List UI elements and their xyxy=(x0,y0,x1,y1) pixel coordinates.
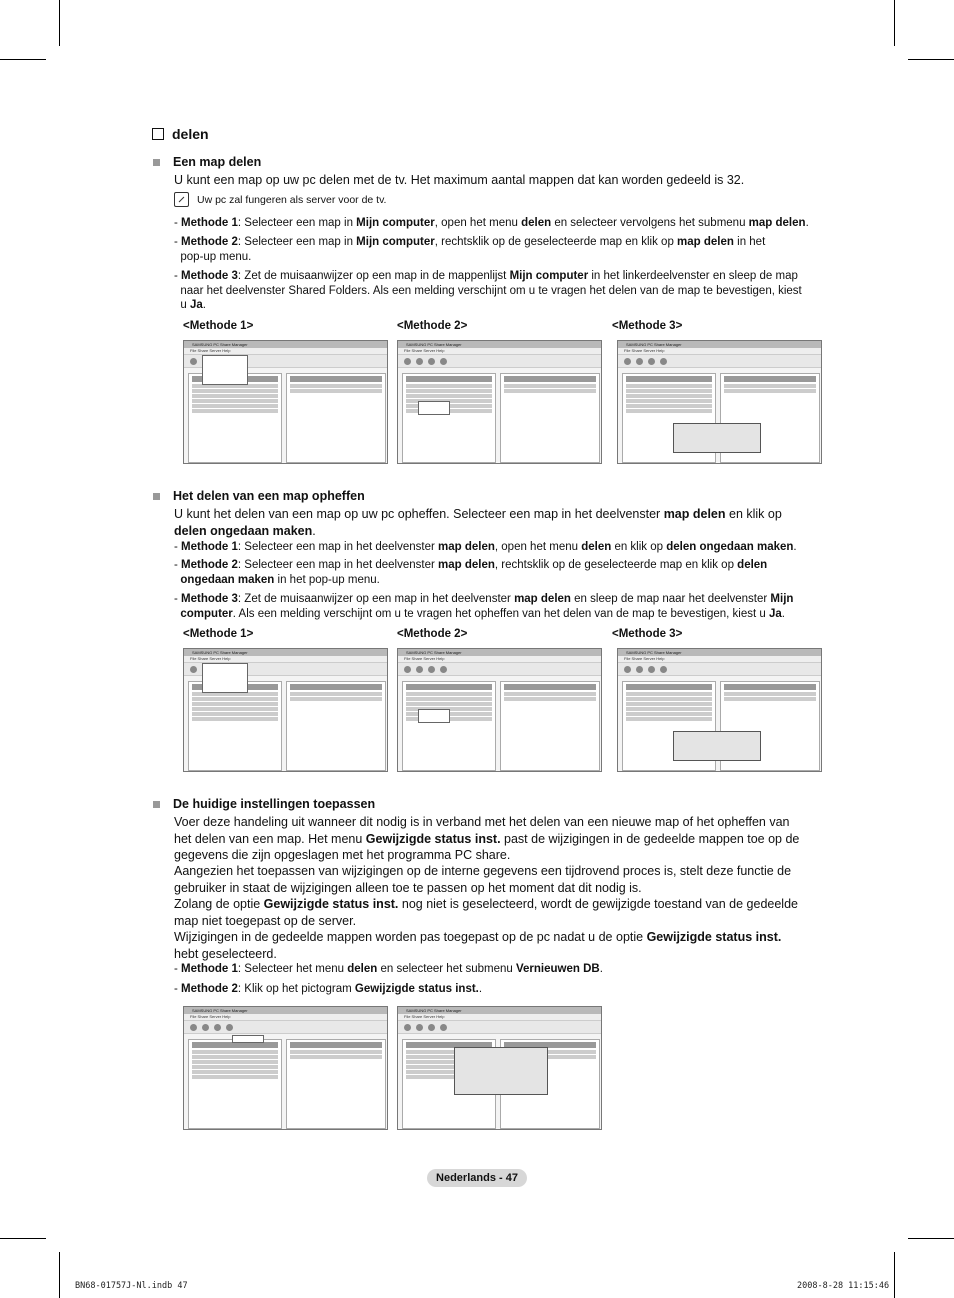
window-toolbar xyxy=(184,1021,387,1034)
section2-header xyxy=(153,489,365,503)
screenshot-thumbnail xyxy=(397,340,602,464)
window-menubar: File Share Server Help xyxy=(184,656,387,663)
section2-intro: U kunt het delen van een map op uw pc opheffen. Selecteer een map in het deelvenster map delen en klik op delen ongedaan maken. xyxy=(174,507,782,538)
s1-label-2: <Methode 2> xyxy=(397,320,468,332)
crop-mark xyxy=(59,0,60,46)
s1-label-3: <Methode 3> xyxy=(612,320,683,332)
window-title: SAMSUNG PC Share Manager xyxy=(398,341,601,348)
window-menubar: File Share Server Help xyxy=(398,656,601,663)
window-menubar: File Share Server Help xyxy=(618,656,821,663)
note xyxy=(174,192,386,207)
crop-mark xyxy=(908,1238,954,1239)
bullet-icon xyxy=(153,801,160,808)
my-computer-pane xyxy=(188,1039,282,1129)
s1-method-1: - Methode 1: Selecteer een map in Mijn computer, open het menu delen en selecteer vervolgens het submenu map delen. xyxy=(174,217,809,229)
window-toolbar xyxy=(618,355,821,368)
checkbox-icon xyxy=(152,128,164,140)
window-menubar: File Share Server Help xyxy=(398,1014,601,1021)
screenshot-thumbnail xyxy=(183,1006,388,1130)
section2-title: Het delen van een map opheffen xyxy=(173,489,365,503)
window-menubar: File Share Server Help xyxy=(184,1014,387,1021)
window-menubar: File Share Server Help xyxy=(184,348,387,355)
shared-folder-pane xyxy=(500,373,600,463)
window-title: SAMSUNG PC Share Manager xyxy=(184,341,387,348)
my-computer-pane xyxy=(402,373,496,463)
screenshot-thumbnail xyxy=(183,340,388,464)
s2-method-1: - Methode 1: Selecteer een map in het deelvenster map delen, open het menu delen en klik op delen ongedaan maken. xyxy=(174,541,797,553)
shared-folder-pane xyxy=(500,681,600,771)
section1-header xyxy=(153,155,261,169)
footer-date: 2008-8-28 11:15:46 xyxy=(797,1281,890,1291)
s3-method-1: - Methode 1: Selecteer het menu delen en selecteer het submenu Vernieuwen DB. xyxy=(174,963,603,975)
crop-mark xyxy=(59,1252,60,1298)
screenshot-thumbnail xyxy=(617,340,822,464)
window-title: SAMSUNG PC Share Manager xyxy=(398,649,601,656)
screenshot-thumbnail xyxy=(397,648,602,772)
shared-folder-pane xyxy=(286,681,386,771)
my-computer-pane xyxy=(188,373,282,463)
screenshot-thumbnail xyxy=(617,648,822,772)
bullet-icon xyxy=(153,493,160,500)
s2-label-1: <Methode 1> xyxy=(183,628,254,640)
shared-folder-pane xyxy=(286,1039,386,1129)
s1-label-1: <Methode 1> xyxy=(183,320,254,332)
crop-mark xyxy=(0,59,46,60)
window-menubar: File Share Server Help xyxy=(618,348,821,355)
window-toolbar xyxy=(398,663,601,676)
window-toolbar xyxy=(618,663,821,676)
window-menubar: File Share Server Help xyxy=(398,348,601,355)
s1-method-3: - Methode 3: Zet de muisaanwijzer op een map in de mappenlijst Mijn computer in het linkerdeelvenster en sleep de map naar het deelvenster Shared Folders. Als een melding verschijnt om u te vragen het delen van de map te bevestigen, kiest u Ja. xyxy=(174,270,802,311)
screenshot-thumbnail xyxy=(183,648,388,772)
footer-file: BN68-01757J-Nl.indb 47 xyxy=(75,1281,188,1291)
window-title: SAMSUNG PC Share Manager xyxy=(184,649,387,656)
note-icon xyxy=(174,192,189,207)
crop-mark xyxy=(894,1252,895,1298)
window-toolbar xyxy=(398,1021,601,1034)
shared-folder-pane xyxy=(286,373,386,463)
section3-p1: Voer deze handeling uit wanneer dit nodig is in verband met het delen van een nieuwe map of het opheffen van het delen van een map. Het menu Gewijzigde status inst. past de wijzigingen in de gedeelde mappen toe op de gegevens die zijn opgeslagen met het programma PC share. xyxy=(174,815,800,862)
my-computer-pane xyxy=(188,681,282,771)
crop-mark xyxy=(0,1238,46,1239)
section1-intro: U kunt een map op uw pc delen met de tv. Het maximum aantal mappen dat kan worden gedeeld is 32. xyxy=(174,173,745,187)
window-toolbar xyxy=(398,355,601,368)
s2-method-3: - Methode 3: Zet de muisaanwijzer op een map in het deelvenster map delen en sleep de map naar het deelvenster Mijn computer. Als een melding verschijnt om u te vragen het opheffen van het delen van de map te bevestigen, kiest u Ja. xyxy=(174,593,794,620)
window-title: SAMSUNG PC Share Manager xyxy=(618,341,821,348)
window-title: SAMSUNG PC Share Manager xyxy=(398,1007,601,1014)
bullet-icon xyxy=(153,159,160,166)
s1-method-2: - Methode 2: Selecteer een map in Mijn computer, rechtsklik op de geselecteerde map en klik op map delen in het pop-up menu. xyxy=(174,236,766,263)
s2-label-3: <Methode 3> xyxy=(612,628,683,640)
section3-p2: Aangezien het toepassen van wijzigingen op de interne gegevens een tijdrovend proces is, stelt deze functie de gebruiker in staat de wijzigingen alleen toe te passen op het moment dat dit nodig is. Zolang de optie Gewijzigde status inst. nog niet is geselecteerd, wordt de gewijzigde toestand van de gedeelde map niet toegepast op de server. xyxy=(174,864,798,928)
page-number-badge: Nederlands - 47 xyxy=(427,1169,527,1187)
section1-title: Een map delen xyxy=(173,155,262,169)
page-heading xyxy=(152,126,209,142)
heading-text: delen xyxy=(172,126,209,142)
s3-method-2: - Methode 2: Klik op het pictogram Gewijzigde status inst.. xyxy=(174,983,483,995)
screenshot-thumbnail xyxy=(397,1006,602,1130)
section3-title: De huidige instellingen toepassen xyxy=(173,797,376,811)
my-computer-pane xyxy=(402,681,496,771)
window-title: SAMSUNG PC Share Manager xyxy=(618,649,821,656)
section3-header xyxy=(153,797,375,811)
note-text: Uw pc zal fungeren als server voor de tv. xyxy=(197,193,387,206)
window-title: SAMSUNG PC Share Manager xyxy=(184,1007,387,1014)
s2-method-2: - Methode 2: Selecteer een map in het deelvenster map delen, rechtsklik op de geselecteerde map en klik op delen ongedaan maken in het pop-up menu. xyxy=(174,559,768,586)
crop-mark xyxy=(894,0,895,46)
crop-mark xyxy=(908,59,954,60)
s2-label-2: <Methode 2> xyxy=(397,628,468,640)
section3-p3: Wijzigingen in de gedeelde mappen worden pas toegepast op de pc nadat u de optie Gewijzigde status inst. hebt geselecteerd. xyxy=(174,930,782,961)
